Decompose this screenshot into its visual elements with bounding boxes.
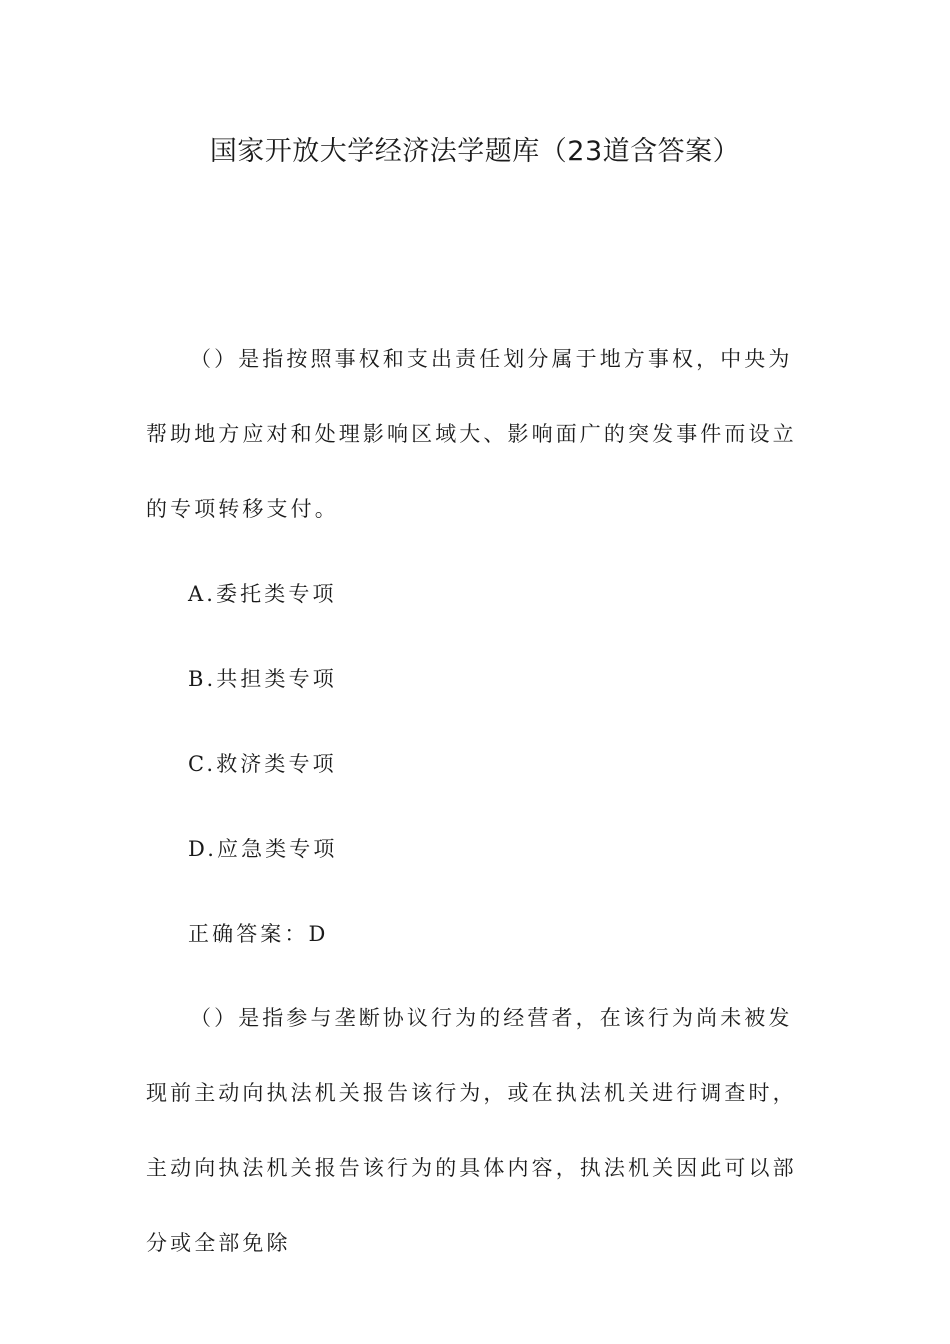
question-1-option-b: B.共担类专项 — [188, 667, 337, 691]
document-title: 国家开放大学经济法学题库（23道含答案） — [209, 136, 741, 167]
question-1-option-a: A.委托类专项 — [188, 582, 337, 606]
question-1-option-c: C.救济类专项 — [188, 752, 337, 776]
question-1-answer: 正确答案：D — [188, 922, 329, 946]
question-1-option-d: D.应急类专项 — [188, 837, 338, 861]
question-2-stem: （）是指参与垄断协议行为的经营者，在该行为尚未被发现前主动向执法机关报告该行为，或在执法机关进行调查时，主动向执法机关报告该行为的具体内容，执法机关因此可以部分或全部免除 — [146, 1006, 797, 1255]
question-1-stem: （）是指按照事权和支出责任划分属于地方事权，中央为帮助地方应对和处理影响区域大、影响面广的突发事件而设立的专项转移支付。 — [146, 347, 797, 521]
